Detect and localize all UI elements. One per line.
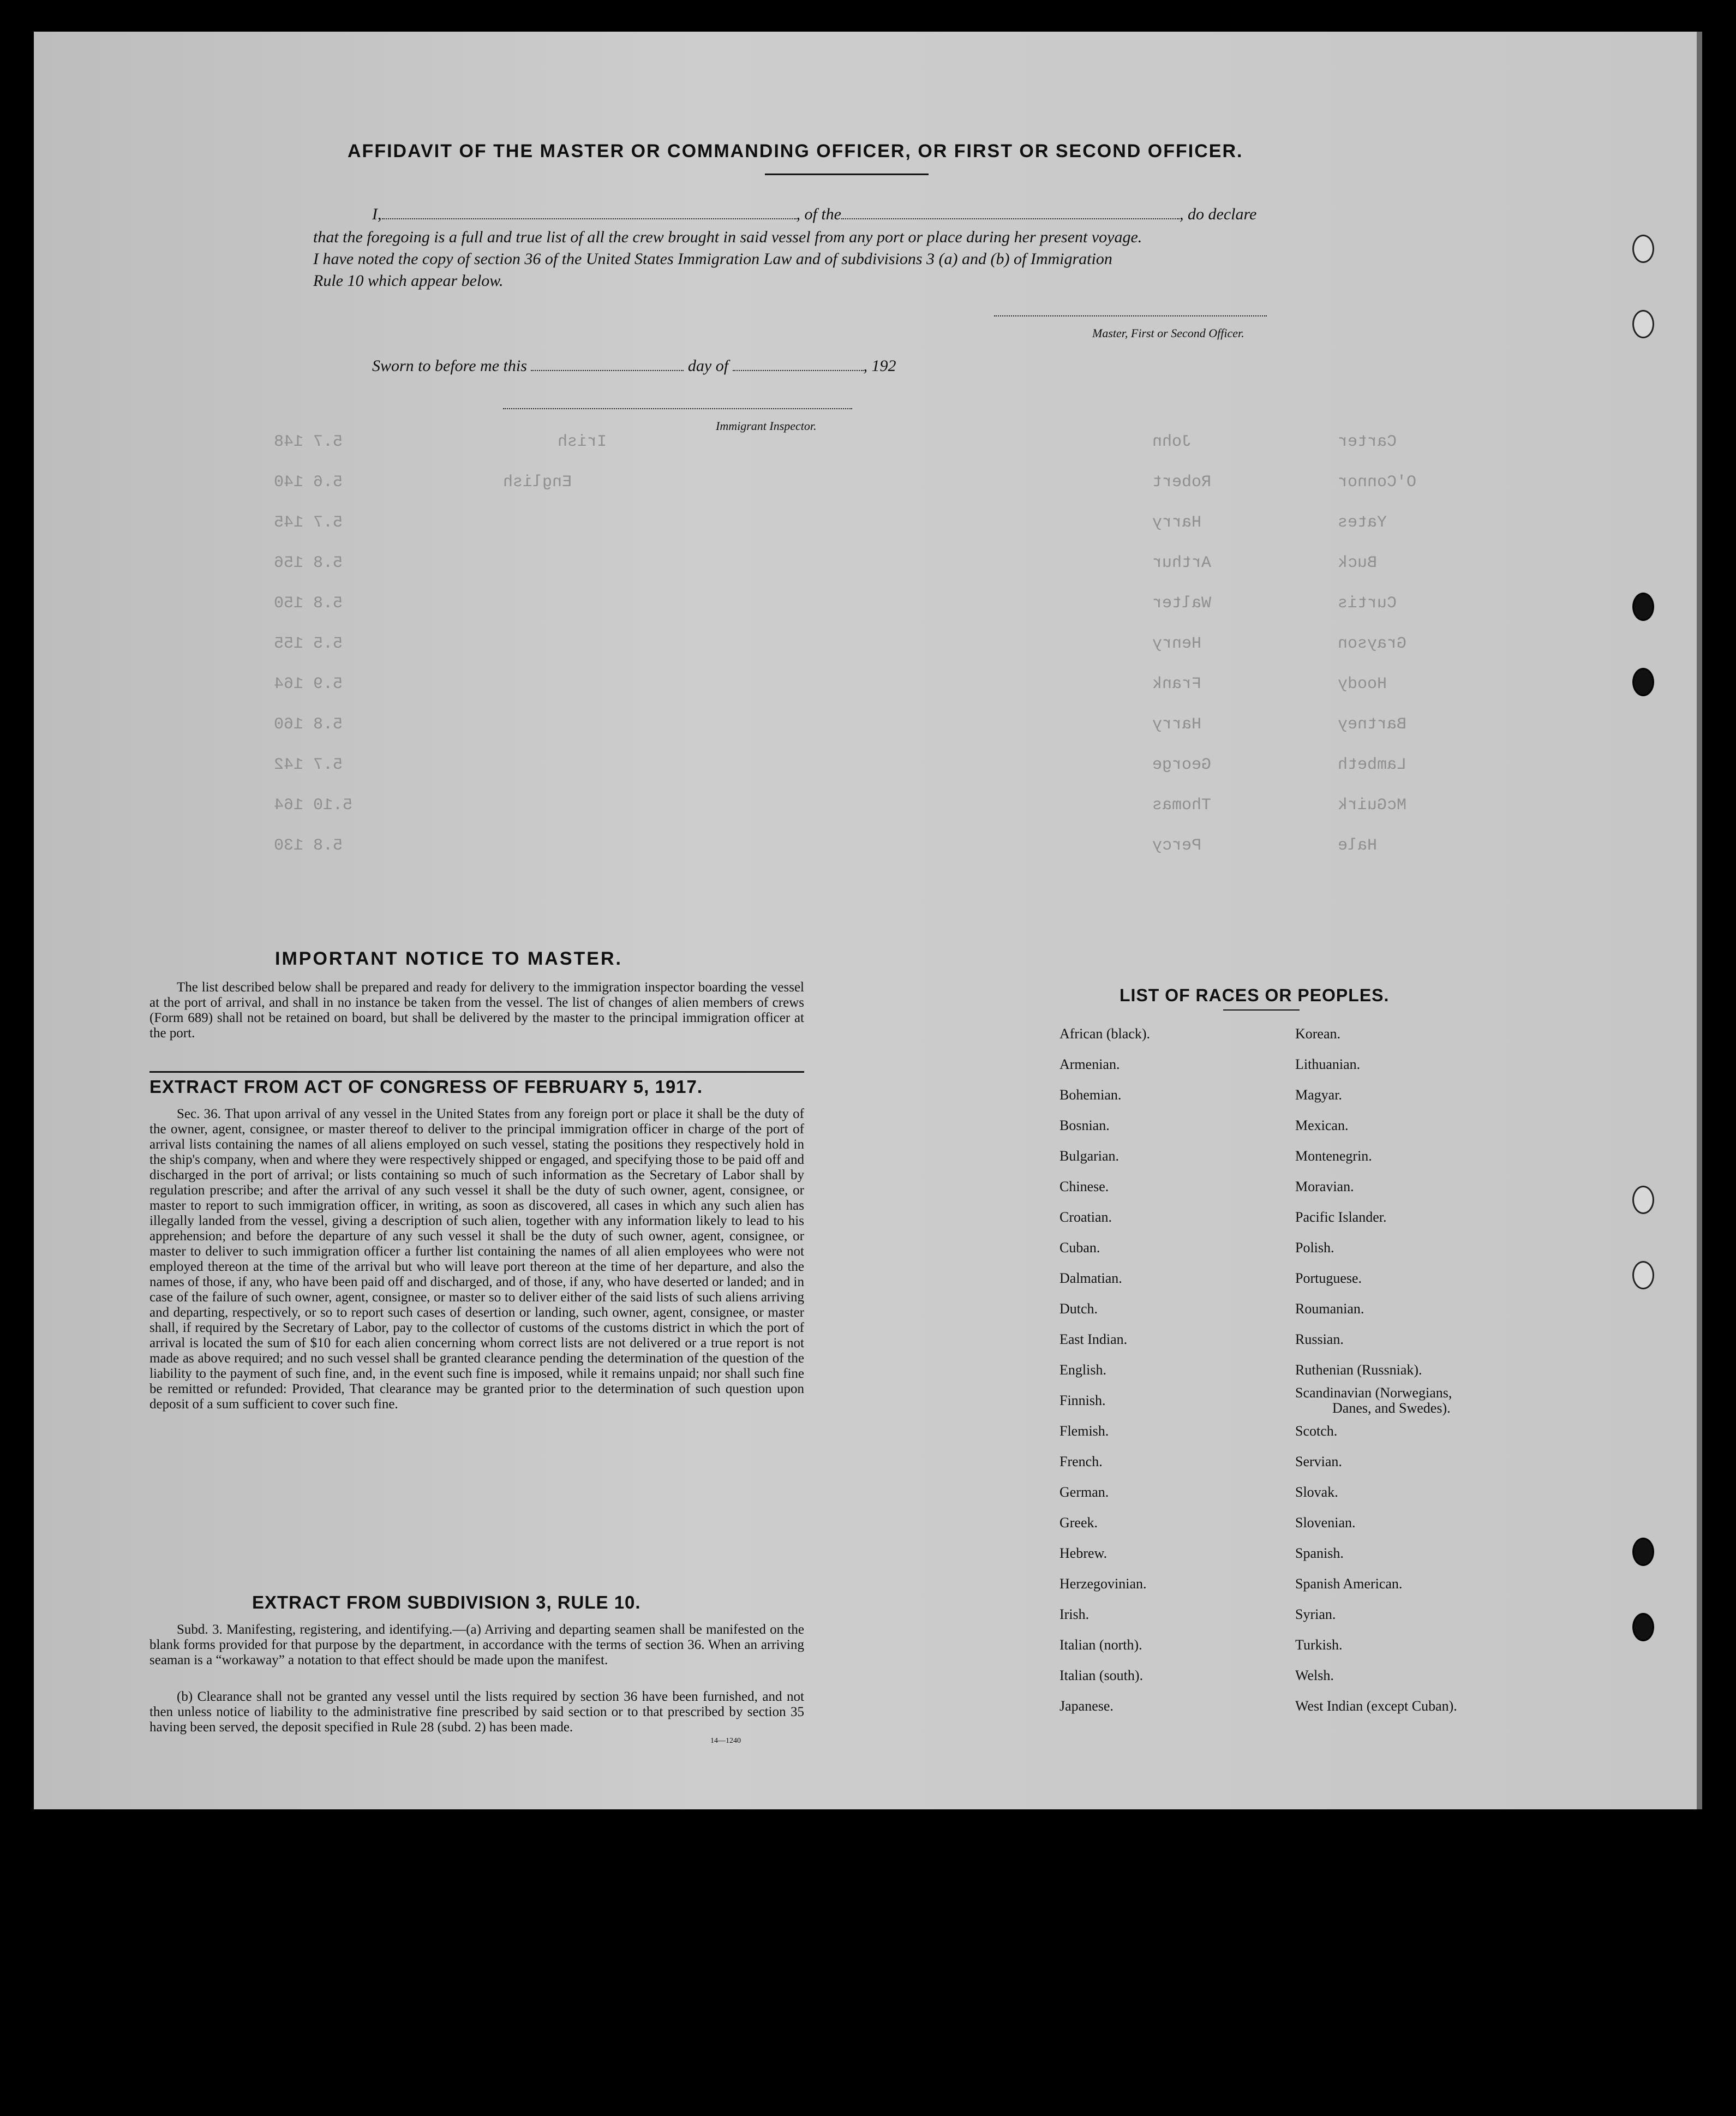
race-right: Korean. xyxy=(1295,1026,1341,1042)
race-right: Syrian. xyxy=(1295,1606,1336,1622)
bleed-row-given: John xyxy=(1152,433,1192,451)
race-right: Ruthenian (Russniak). xyxy=(1295,1362,1422,1378)
bleed-row-given: George xyxy=(1152,756,1212,774)
do-declare-label: , do declare xyxy=(1180,205,1257,223)
race-left: Flemish. xyxy=(1059,1423,1109,1439)
bleed-row-given: Henry xyxy=(1152,635,1202,653)
race-left: Dalmatian. xyxy=(1059,1270,1122,1286)
race-right: Welsh. xyxy=(1295,1667,1334,1683)
bleed-row-surname: Hale xyxy=(1338,836,1378,855)
race-right: West Indian (except Cuban). xyxy=(1295,1698,1457,1714)
bleed-row-surname: Yates xyxy=(1338,513,1387,532)
bleed-through-list xyxy=(274,433,1594,902)
race-right: Spanish. xyxy=(1295,1545,1344,1561)
race-left: Italian (south). xyxy=(1059,1667,1144,1683)
race-left: Finnish. xyxy=(1059,1392,1106,1408)
race-left: Bulgarian. xyxy=(1059,1148,1120,1164)
bleed-row-given: Harry xyxy=(1152,513,1202,532)
name-blank[interactable] xyxy=(382,218,797,219)
race-left: English. xyxy=(1059,1362,1106,1378)
master-caption: Master, First or Second Officer. xyxy=(1092,326,1244,340)
bleed-row-surname: Buck xyxy=(1338,554,1378,572)
bleed-row-surname: Curtis xyxy=(1338,594,1397,613)
bleed-row-given: Frank xyxy=(1152,675,1202,694)
notice-title: IMPORTANT NOTICE TO MASTER. xyxy=(275,948,622,969)
bleed-height: 5.8 160 xyxy=(274,715,343,734)
bleed-height: 5.7 142 xyxy=(274,756,343,774)
binder-hole-icon xyxy=(1632,310,1654,338)
bleed-row-given: Thomas xyxy=(1152,796,1212,815)
sworn-label: Sworn to before me this xyxy=(372,357,527,375)
bleed-row-nat: Irish xyxy=(558,433,607,451)
race-right: Portuguese. xyxy=(1295,1270,1362,1286)
master-signature-blank[interactable] xyxy=(994,315,1267,316)
race-right-continued: Danes, and Swedes). xyxy=(1332,1400,1451,1416)
affidavit-line-1 xyxy=(372,205,1376,224)
binder-hole-icon xyxy=(1632,1538,1654,1566)
race-left: Italian (north). xyxy=(1059,1637,1142,1653)
bleed-height: 5.8 156 xyxy=(274,554,343,572)
day-of-label: day of xyxy=(687,357,729,375)
race-left: German. xyxy=(1059,1484,1109,1500)
bleed-row-given: Percy xyxy=(1152,836,1202,855)
bleed-row-given: Harry xyxy=(1152,715,1202,734)
race-left: East Indian. xyxy=(1059,1331,1128,1347)
bleed-height: 5.10 164 xyxy=(274,796,353,815)
section-rule xyxy=(149,1071,804,1073)
bleed-row-surname: Grayson xyxy=(1338,635,1407,653)
race-right: Moravian. xyxy=(1295,1179,1354,1194)
bleed-row-given: Arthur xyxy=(1152,554,1212,572)
bleed-row-given: Robert xyxy=(1152,473,1212,492)
month-blank[interactable] xyxy=(733,370,864,371)
bleed-height: 5.5 155 xyxy=(274,635,343,653)
race-right: Magyar. xyxy=(1295,1087,1342,1103)
race-left: Herzegovinian. xyxy=(1059,1576,1147,1592)
race-right: Scandinavian (Norwegians, xyxy=(1295,1385,1452,1401)
race-left: Dutch. xyxy=(1059,1301,1098,1317)
bleed-row-surname: Carter xyxy=(1338,433,1397,451)
race-right: Slovenian. xyxy=(1295,1515,1356,1531)
race-right: Russian. xyxy=(1295,1331,1344,1347)
bleed-row xyxy=(274,433,343,451)
affidavit-title: AFFIDAVIT OF THE MASTER OR COMMANDING OFFICER, OR FIRST OR SECOND OFFICER. xyxy=(348,141,1243,162)
bleed-row-surname: Hoody xyxy=(1338,675,1387,694)
race-right: Lithuanian. xyxy=(1295,1056,1361,1072)
race-left: Irish. xyxy=(1059,1606,1090,1622)
day-blank[interactable] xyxy=(531,370,684,371)
race-right: Spanish American. xyxy=(1295,1576,1403,1592)
binder-hole-icon xyxy=(1632,235,1654,263)
race-right: Polish. xyxy=(1295,1240,1334,1256)
vessel-blank[interactable] xyxy=(841,218,1180,219)
races-underline xyxy=(1223,1009,1300,1011)
act-extract-title: EXTRACT FROM ACT OF CONGRESS OF FEBRUARY 5, 1917. xyxy=(149,1077,703,1097)
race-left: Bohemian. xyxy=(1059,1087,1122,1103)
rule-extract-title: EXTRACT FROM SUBDIVISION 3, RULE 10. xyxy=(252,1592,641,1612)
affidavit-line-4: Rule 10 which appear below. xyxy=(313,272,504,290)
race-left: Japanese. xyxy=(1059,1698,1114,1714)
race-left: Croatian. xyxy=(1059,1209,1112,1225)
title-underline xyxy=(765,174,929,175)
race-right: Roumanian. xyxy=(1295,1301,1364,1317)
inspector-caption: Immigrant Inspector. xyxy=(716,419,817,433)
bleed-row-surname: McGuirk xyxy=(1338,796,1407,815)
inspector-signature-blank[interactable] xyxy=(503,408,852,409)
bleed-height: 5.8 150 xyxy=(274,594,343,613)
sworn-line xyxy=(372,357,1027,375)
notice-body: The list described below shall be prepared and ready for delivery to the immigration inspector boarding the vessel at the port of arrival, and shall in no instance be taken from the vessel. The list of changes of alien members of crews (Form 689) shall not be retained on board, but shall be delivered by the master to the principal immigration officer at the port. xyxy=(149,980,804,1041)
bleed-row-surname: O'Connor xyxy=(1338,473,1417,492)
race-left: French. xyxy=(1059,1454,1103,1469)
form-number: 14—1240 xyxy=(710,1737,741,1745)
races-title: LIST OF RACES OR PEOPLES. xyxy=(1120,985,1390,1005)
rule-extract-b: (b) Clearance shall not be granted any vessel until the lists required by section 36 have been furnished, and not then unless notice of liability to the administrative fine prescribed by said section or to that prescribed by section 35 having been served, the deposit specified in Rule 28 (subd. 2) has been made. xyxy=(149,1689,804,1735)
race-right: Turkish. xyxy=(1295,1637,1343,1653)
race-left: Hebrew. xyxy=(1059,1545,1108,1561)
bleed-row-nat: English xyxy=(503,473,572,492)
race-right: Scotch. xyxy=(1295,1423,1338,1439)
bleed-height: 5.7 148 xyxy=(274,433,343,451)
bleed-row-given: Walter xyxy=(1152,594,1212,613)
document-page xyxy=(34,32,1702,1809)
bleed-row-surname: Lambeth xyxy=(1338,756,1407,774)
bleed-height: 5.6 140 xyxy=(274,473,343,492)
binder-hole-icon xyxy=(1632,1613,1654,1641)
year-label: , 192 xyxy=(863,357,896,375)
binder-hole-icon xyxy=(1632,1261,1654,1289)
race-left: African (black). xyxy=(1059,1026,1151,1042)
race-right: Montenegrin. xyxy=(1295,1148,1372,1164)
race-right: Slovak. xyxy=(1295,1484,1338,1500)
rule-extract-a: Subd. 3. Manifesting, registering, and identifying.—(a) Arriving and departing seamen shall be manifested on the blank forms provided for that purpose by the department, in accordance with the terms of section 36. When an arriving seaman is a “workaway” a notation to that effect should be made upon the manifest. xyxy=(149,1622,804,1667)
of-the-label: , of the xyxy=(796,205,841,223)
race-right: Mexican. xyxy=(1295,1117,1349,1133)
binder-hole-icon xyxy=(1632,1186,1654,1214)
race-right: Servian. xyxy=(1295,1454,1342,1469)
bleed-height: 5.9 164 xyxy=(274,675,343,694)
race-left: Cuban. xyxy=(1059,1240,1100,1256)
bleed-height: 5.8 130 xyxy=(274,836,343,855)
bleed-height: 5.7 145 xyxy=(274,513,343,532)
race-left: Greek. xyxy=(1059,1515,1098,1531)
race-right: Pacific Islander. xyxy=(1295,1209,1387,1225)
affidavit-line-2: that the foregoing is a full and true list of all the crew brought in said vessel from any port or place during her present voyage. xyxy=(313,228,1142,246)
bleed-row-surname: Bartney xyxy=(1338,715,1407,734)
race-left: Bosnian. xyxy=(1059,1117,1110,1133)
race-left: Armenian. xyxy=(1059,1056,1120,1072)
binder-hole-icon xyxy=(1632,668,1654,696)
binder-hole-icon xyxy=(1632,593,1654,621)
i-label: I, xyxy=(372,205,382,223)
race-left: Chinese. xyxy=(1059,1179,1109,1194)
act-extract-body: Sec. 36. That upon arrival of any vessel in the United States from any foreign port or place it shall be the duty of the owner, agent, consignee, or master thereof to deliver to the principal immigration officer in charge of the port of arrival lists containing the names of all aliens employed on such vessel, stating the positions they respectively hold in the ship's company, when and where they were respectively shipped or engaged, and specifying those to be paid off and discharged in the port of arrival; or lists containing so much of such information as the Secretary of Labor shall by regulation prescribe; and after the arrival of any such vessel it shall be the duty of such owner, agent, consignee, or master to report to such immigration officer, in writing, as soon as discovered, all cases in which any such alien has illegally landed from the vessel, giving a description of such alien, together with any information likely to lead to his apprehension; and before the departure of any such vessel it shall be the duty of such owner, agent, consignee, or master to deliver to such immigration officer a further list containing the names of all alien employees who were not employed thereon at the time of the arrival but who will leave port thereon at the time of her departure, and also the names of those, if any, who have been paid off and discharged, and of those, if any, who have deserted or landed; and in case of the failure of such owner, agent, consignee, or master so to deliver either of the said lists of such aliens arriving and departing, respectively, or so to report such cases of desertion or landing, such owner, agent, consignee, or master shall, if required by the Secretary of Labor, pay to the collector of customs of the customs district in which the port of arrival is located the sum of $10 for each alien concerning whom correct lists are not delivered or a true report is not made as above required; and no such vessel shall be granted clearance pending the determination of the question of the liability to the payment of such fine, and, in the event such fine is imposed, while it remains unpaid; nor shall such fine be remitted or refunded: Provided, That clearance may be granted prior to the determination of such question upon deposit of a sum sufficient to cover such fine. xyxy=(149,1107,804,1412)
affidavit-line-3: I have noted the copy of section 36 of the United States Immigration Law and of subdivisions 3 (a) and (b) of Immigration xyxy=(313,250,1112,268)
